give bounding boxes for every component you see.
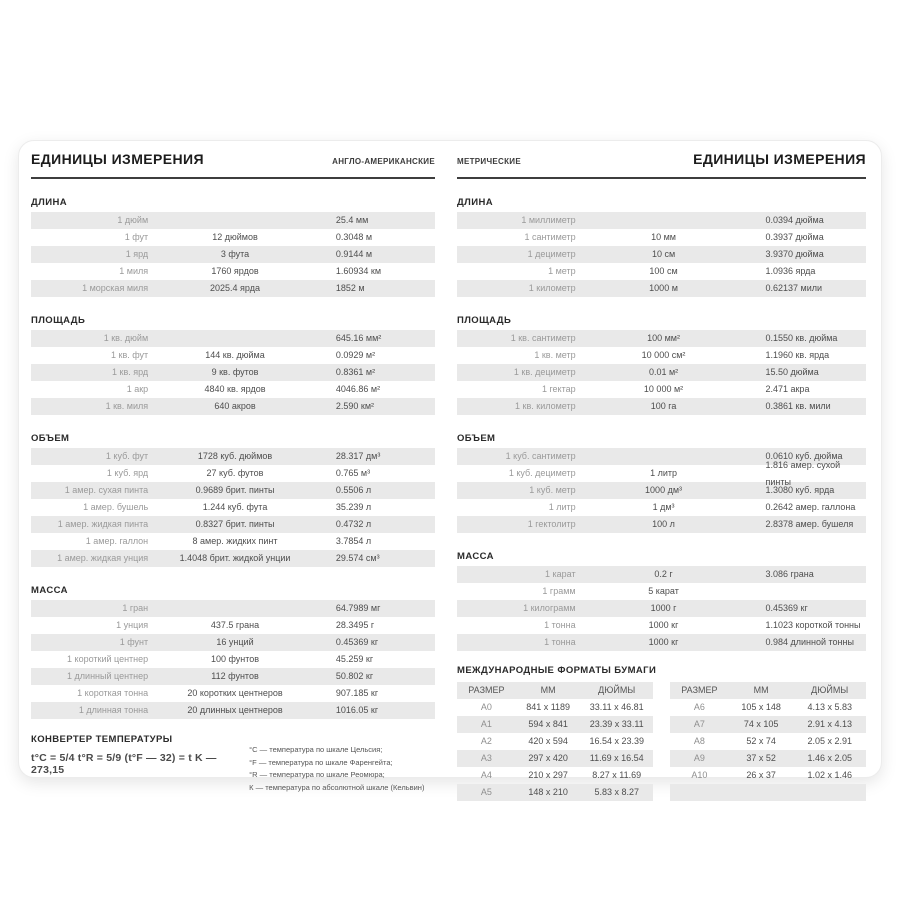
table-cell: 1.60934 км [335, 266, 382, 276]
table-cell: 25.4 мм [335, 215, 369, 225]
mass-table [457, 566, 866, 651]
table-row [670, 784, 866, 801]
table-cell: 1.244 куб. фута [202, 502, 268, 512]
table-row [457, 716, 653, 733]
table-row [670, 699, 866, 716]
section-heading: МАССА [31, 585, 68, 596]
table-cell: 0.5506 л [335, 485, 372, 495]
mass-table [31, 600, 435, 719]
table-cell: 1 куб. метр [529, 485, 576, 495]
volume-table [31, 448, 435, 567]
table-cell: 1 грамм [542, 586, 576, 596]
section-volume [457, 433, 866, 533]
table-cell: 27 куб. футов [206, 468, 264, 478]
table-row [457, 767, 653, 784]
table-cell: 8.27 x 11.69 [592, 770, 642, 780]
table-cell: 1 миля [119, 266, 149, 276]
table-row [457, 699, 653, 716]
table-cell: A4 [480, 770, 492, 780]
paper-table-a6-a10 [670, 682, 866, 801]
table-cell: 50.802 кг [335, 671, 374, 681]
table-cell: 1.3080 куб. ярда [765, 485, 835, 495]
table-cell: 1 амер. галлон [85, 536, 149, 546]
table-cell: 1 литр [650, 468, 677, 478]
table-cell: 2.91 x 4.13 [807, 719, 852, 729]
table-cell: 52 x 74 [746, 736, 776, 746]
table-row [457, 398, 866, 415]
table-cell: 1 метр [548, 266, 576, 276]
paper-table-header [457, 682, 653, 699]
section-heading: ОБЪЕМ [457, 433, 496, 444]
table-cell: 1 кв. метр [534, 350, 576, 360]
table-cell: 3.7854 л [335, 536, 372, 546]
table-cell: 1 кв. километр [515, 401, 576, 411]
table-row [31, 364, 435, 381]
table-cell: 1 гран [122, 603, 149, 613]
table-cell: 1.4048 брит. жидкой унции [179, 553, 291, 563]
table-row [457, 246, 866, 263]
col-header-mm: ММ [753, 685, 769, 695]
table-cell: 0.8361 м² [335, 367, 376, 377]
table-row [31, 229, 435, 246]
table-cell: 1 сантиметр [524, 232, 576, 242]
table-cell: 2.590 км² [335, 401, 375, 411]
table-row [457, 784, 653, 801]
page-metric [450, 141, 881, 797]
table-row [670, 716, 866, 733]
table-row [31, 516, 435, 533]
table-cell: 28.317 дм³ [335, 451, 381, 461]
table-row [457, 229, 866, 246]
table-row [457, 566, 866, 583]
table-cell: 20 длинных центнеров [187, 705, 283, 715]
temperature-legend [249, 734, 435, 794]
table-cell: 35.239 л [335, 502, 372, 512]
volume-table [457, 448, 866, 533]
table-cell: 1 кв. дециметр [513, 367, 576, 377]
table-cell: 1000 г [650, 603, 677, 613]
table-cell: 37 x 52 [746, 753, 776, 763]
table-cell: 100 га [650, 401, 677, 411]
table-cell: 2025.4 ярда [210, 283, 260, 293]
table-cell: 100 л [652, 519, 675, 529]
table-cell: 112 фунтов [211, 671, 259, 681]
table-row [31, 702, 435, 719]
table-cell: 210 x 297 [528, 770, 568, 780]
table-row [31, 246, 435, 263]
table-cell: 1 куб. фут [105, 451, 149, 461]
table-cell: 0.9689 брит. пинты [195, 485, 275, 495]
col-header-size: РАЗМЕР [681, 685, 718, 695]
temperature-formula-block [31, 734, 249, 794]
legend-line: К — температура по абсолютной шкале (Кельвин) [249, 782, 425, 792]
table-cell: 1 гектолитр [527, 519, 576, 529]
table-cell: 1016.05 кг [335, 705, 379, 715]
table-row [31, 280, 435, 297]
table-cell: 3 фута [220, 249, 250, 259]
table-cell: 26 x 37 [746, 770, 776, 780]
table-cell: A3 [480, 753, 492, 763]
table-cell: 0.0610 куб. дюйма [765, 451, 843, 461]
table-cell: 5.83 x 8.27 [594, 787, 639, 797]
table-cell: 1 короткая тонна [77, 688, 149, 698]
section-length [457, 197, 866, 297]
table-cell: 10 см [651, 249, 676, 259]
page-anglo-american [19, 141, 450, 792]
table-cell: 1 километр [528, 283, 576, 293]
table-cell: 0.9144 м [335, 249, 373, 259]
section-volume [31, 433, 435, 567]
table-cell: 640 акров [214, 401, 256, 411]
table-row [457, 347, 866, 364]
col-header-size: РАЗМЕР [468, 685, 505, 695]
table-cell: 0.8327 брит. пинты [195, 519, 275, 529]
table-row [31, 634, 435, 651]
table-row [31, 381, 435, 398]
table-cell: A10 [691, 770, 708, 780]
table-cell: 1 тонна [544, 637, 576, 647]
table-row [457, 381, 866, 398]
table-cell: 23.39 x 33.11 [589, 719, 644, 729]
table-cell: A1 [480, 719, 492, 729]
table-cell: 907.185 кг [335, 688, 379, 698]
table-cell: 0.0929 м² [335, 350, 376, 360]
table-cell: 0.3861 кв. мили [765, 401, 831, 411]
table-cell: 3.9370 дюйма [765, 249, 824, 259]
table-row [457, 263, 866, 280]
paper-table-header [670, 682, 866, 699]
table-cell: 1.0936 ярда [765, 266, 816, 276]
table-cell: 16 унций [216, 637, 254, 647]
table-cell: 1000 дм³ [645, 485, 683, 495]
table-cell: 297 x 420 [528, 753, 568, 763]
paper-table-a-rows [457, 699, 653, 801]
table-cell: 1852 м [335, 283, 365, 293]
table-cell: 1000 м [649, 283, 678, 293]
table-cell: 2.471 акра [765, 384, 810, 394]
table-cell: 74 x 105 [743, 719, 779, 729]
table-cell: 0.3048 м [335, 232, 373, 242]
table-cell: 1 кв. дюйм [103, 333, 149, 343]
table-cell: 1 гектар [541, 384, 576, 394]
table-cell: 16.54 x 23.39 [589, 736, 644, 746]
table-cell: 1 фут [124, 232, 149, 242]
table-cell: 8 амер. жидких пинт [192, 536, 278, 546]
table-row [457, 280, 866, 297]
legend-line: °R — температура по шкале Реомюра; [249, 770, 385, 779]
area-table [457, 330, 866, 415]
table-cell: 5 карат [648, 586, 679, 596]
table-cell: 437.5 грана [210, 620, 260, 630]
paper-table-b-rows [670, 699, 866, 801]
table-cell: 1 амер. жидкая унция [57, 553, 149, 563]
section-area [457, 315, 866, 415]
table-cell: 148 x 210 [528, 787, 568, 797]
paper-table-a0-a5 [457, 682, 653, 801]
table-cell: 1 унция [116, 620, 149, 630]
table-cell: A8 [693, 736, 705, 746]
table-row [457, 482, 866, 499]
table-row [31, 668, 435, 685]
table-cell: 10 000 см² [641, 350, 686, 360]
table-cell: 594 x 841 [528, 719, 568, 729]
table-cell: 10 мм [651, 232, 676, 242]
table-cell: 33.11 x 46.81 [589, 702, 644, 712]
table-row [457, 617, 866, 634]
table-cell: 1728 куб. дюймов [197, 451, 273, 461]
table-row [457, 583, 866, 600]
table-row [457, 634, 866, 651]
section-mass [31, 585, 435, 719]
table-cell: 144 кв. дюйма [205, 350, 265, 360]
table-cell: 1 кв. сантиметр [510, 333, 576, 343]
table-row [457, 212, 866, 229]
reference-page-card [18, 140, 882, 797]
table-cell: 0.3937 дюйма [765, 232, 824, 242]
table-cell: A0 [480, 702, 492, 712]
table-row [31, 533, 435, 550]
table-cell: 4840 кв. ярдов [204, 384, 266, 394]
table-row [670, 750, 866, 767]
table-cell: A2 [480, 736, 492, 746]
table-cell: 1.816 амер. сухой пинты [765, 459, 841, 487]
table-row [31, 465, 435, 482]
page-subtitle: АНГЛО-АМЕРИКАНСКИЕ [332, 157, 435, 166]
table-row [457, 499, 866, 516]
table-cell: 1 амер. сухая пинта [64, 485, 149, 495]
temperature-converter [31, 734, 435, 794]
table-cell: 11.69 x 16.54 [589, 753, 644, 763]
table-row [31, 499, 435, 516]
table-row [457, 330, 866, 347]
table-cell: 1 длинная тонна [78, 705, 149, 715]
section-mass [457, 551, 866, 651]
page-title: ЕДИНИЦЫ ИЗМЕРЕНИЯ [31, 151, 204, 167]
length-table [31, 212, 435, 297]
table-cell: 0.984 длинной тонны [765, 637, 854, 647]
table-cell: 1 морская миля [82, 283, 149, 293]
table-row [31, 600, 435, 617]
paper-format-tables [457, 682, 866, 801]
table-cell: 0.4732 л [335, 519, 372, 529]
table-cell: 1 дециметр [527, 249, 576, 259]
table-cell: 1 кв. фут [111, 350, 149, 360]
table-row [457, 516, 866, 533]
table-cell: 1.46 x 2.05 [807, 753, 852, 763]
temperature-formula: t°C = 5/4 t°R = 5/9 (t°F — 32) = t K — 273,15 [31, 752, 217, 776]
table-cell: 1760 ярдов [211, 266, 259, 276]
table-cell: 0.2642 амер. галлона [765, 502, 856, 512]
table-cell: 0.2 г [654, 569, 673, 579]
legend-line: °C — температура по шкале Цельсия; [249, 745, 383, 754]
table-cell: 1 кв. миля [105, 401, 149, 411]
table-cell: 1.02 x 1.46 [807, 770, 852, 780]
paper-formats-section [457, 665, 866, 801]
table-cell: 28.3495 г [335, 620, 375, 630]
section-heading: ДЛИНА [457, 197, 493, 208]
table-cell: 1 кв. ярд [112, 367, 149, 377]
table-cell: 1 карат [545, 569, 576, 579]
temperature-heading: КОНВЕРТЕР ТЕМПЕРАТУРЫ [31, 734, 173, 745]
left-page-header [31, 151, 435, 179]
page-title: ЕДИНИЦЫ ИЗМЕРЕНИЯ [693, 151, 866, 167]
table-cell: 15.50 дюйма [765, 367, 819, 377]
table-row [31, 448, 435, 465]
col-header-mm: ММ [540, 685, 556, 695]
right-page-header [457, 151, 866, 179]
table-cell: 1.1023 короткой тонны [765, 620, 861, 630]
table-cell: 1000 кг [648, 637, 679, 647]
table-row [457, 364, 866, 381]
table-row [31, 685, 435, 702]
table-row [31, 398, 435, 415]
table-cell: 841 x 1189 [526, 702, 571, 712]
table-row [31, 212, 435, 229]
table-cell: 1 фунт [119, 637, 149, 647]
col-header-inches: ДЮЙМЫ [598, 685, 636, 695]
table-cell: A5 [480, 787, 492, 797]
table-cell: 100 мм² [647, 333, 680, 343]
table-row [31, 550, 435, 567]
table-cell: 100 фунтов [210, 654, 260, 664]
table-cell: 1 амер. бушель [83, 502, 149, 512]
table-cell: 1 тонна [544, 620, 576, 630]
table-row [31, 651, 435, 668]
section-heading: ОБЪЕМ [31, 433, 70, 444]
table-cell: A7 [693, 719, 705, 729]
table-cell: 1 короткий центнер [67, 654, 149, 664]
table-row [31, 482, 435, 499]
table-cell: 420 x 594 [528, 736, 568, 746]
section-area [31, 315, 435, 415]
table-cell: 0.765 м³ [335, 468, 371, 478]
table-row [457, 459, 866, 487]
table-row [31, 330, 435, 347]
table-cell: 4046.86 м² [335, 384, 381, 394]
table-cell: 20 коротких центнеров [187, 688, 283, 698]
table-cell: 1.1960 кв. ярда [765, 350, 830, 360]
table-cell: 0.45369 кг [765, 603, 808, 613]
col-header-inches: ДЮЙМЫ [811, 685, 849, 695]
table-cell: 0.0394 дюйма [765, 215, 824, 225]
table-cell: 3.086 грана [765, 569, 814, 579]
table-row [457, 733, 653, 750]
table-row [31, 263, 435, 280]
table-cell: 0.45369 кг [335, 637, 379, 647]
page-subtitle: МЕТРИЧЕСКИЕ [457, 157, 521, 166]
table-cell: 0.62137 мили [765, 283, 822, 293]
legend-line: °F — температура по шкале Фаренгейта; [249, 757, 393, 767]
table-cell: 1 акр [126, 384, 149, 394]
table-cell: 1 литр [548, 502, 576, 512]
table-row [457, 600, 866, 617]
table-row [457, 750, 653, 767]
table-row [31, 617, 435, 634]
table-row [670, 767, 866, 784]
table-cell: 1 дм³ [652, 502, 675, 512]
section-heading: МАССА [457, 551, 494, 562]
table-cell: 1 ярд [125, 249, 149, 259]
table-cell: 10 000 м² [643, 384, 684, 394]
section-heading: ПЛОЩАДЬ [31, 315, 86, 326]
table-cell: 645.16 мм² [335, 333, 382, 343]
table-cell: 1000 кг [648, 620, 679, 630]
table-cell: 12 дюймов [212, 232, 258, 242]
table-cell: 45.259 кг [335, 654, 374, 664]
table-row [31, 347, 435, 364]
table-cell: A9 [693, 753, 705, 763]
table-cell: 1 амер. жидкая пинта [57, 519, 149, 529]
paper-formats-heading: МЕЖДУНАРОДНЫЕ ФОРМАТЫ БУМАГИ [457, 665, 657, 676]
area-table [31, 330, 435, 415]
table-row [670, 733, 866, 750]
table-cell: 0.1550 кв. дюйма [765, 333, 838, 343]
section-heading: ДЛИНА [31, 197, 67, 208]
table-cell: 64.7989 мг [335, 603, 381, 613]
table-cell: 1 миллиметр [521, 215, 576, 225]
table-cell: 0.01 м² [648, 367, 679, 377]
table-cell: 1 дюйм [117, 215, 149, 225]
table-cell: 1 куб. дециметр [508, 468, 576, 478]
table-cell: 1 куб. сантиметр [505, 451, 576, 461]
table-cell: 9 кв. футов [211, 367, 259, 377]
table-cell: 1 куб. ярд [106, 468, 149, 478]
length-table [457, 212, 866, 297]
table-cell: A6 [693, 702, 705, 712]
table-cell: 4.13 x 5.83 [807, 702, 852, 712]
table-cell: 2.05 x 2.91 [807, 736, 852, 746]
table-cell: 2.8378 амер. бушеля [765, 519, 854, 529]
section-heading: ПЛОЩАДЬ [457, 315, 512, 326]
section-length [31, 197, 435, 297]
table-cell: 1 длинный центнер [67, 671, 149, 681]
table-cell: 29.574 см³ [335, 553, 380, 563]
table-cell: 105 x 148 [741, 702, 781, 712]
table-cell: 100 см [649, 266, 678, 276]
table-cell: 1 килограмм [523, 603, 576, 613]
